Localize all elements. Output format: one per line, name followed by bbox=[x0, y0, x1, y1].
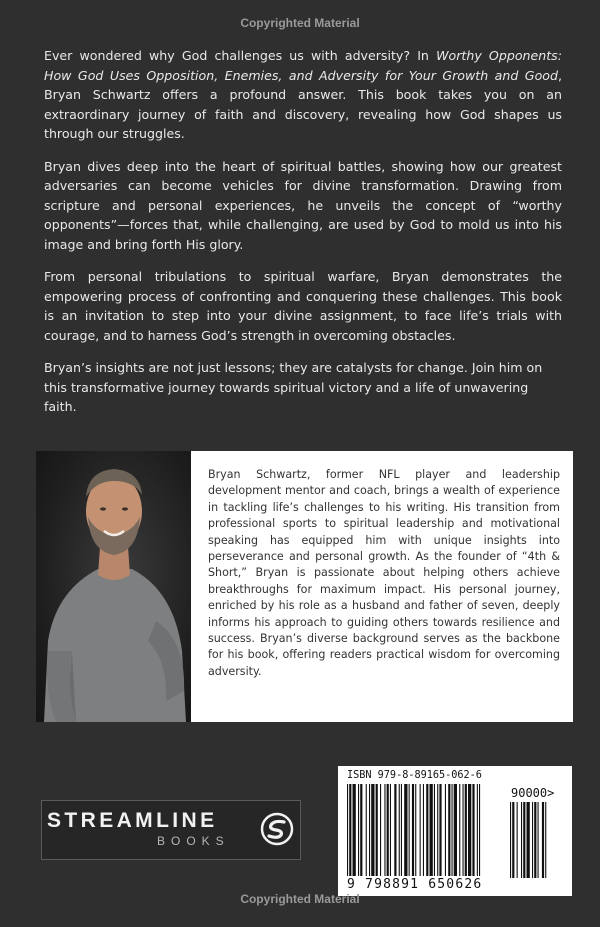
copyright-watermark-bottom: Copyrighted Material bbox=[240, 892, 360, 906]
publisher-name: STREAMLINE bbox=[47, 809, 218, 832]
blurb-paragraph-3: From personal tribulations to spiritual warfare, Bryan demonstrates the empowering process of confronting and conquering these challenges. This book is an invitation to step into your divine assignment, to face life’s trials with courage, and to harness God’s strength in overcoming obstacles. bbox=[44, 269, 562, 343]
barcode-bar bbox=[454, 784, 457, 876]
isbn-label: ISBN 979-8-89165-062-6 bbox=[347, 770, 482, 781]
barcode-bar bbox=[384, 784, 385, 876]
barcode-bar bbox=[390, 784, 391, 876]
barcode-bar bbox=[434, 784, 435, 876]
price-code: 90000> bbox=[511, 786, 555, 800]
author-photo bbox=[36, 451, 191, 722]
barcode-bar bbox=[445, 784, 446, 876]
publisher-logo bbox=[41, 800, 301, 860]
barcode-bar bbox=[448, 784, 450, 876]
barcode-bar bbox=[479, 784, 480, 876]
barcode-bar bbox=[512, 802, 514, 878]
barcode-bar bbox=[468, 784, 471, 876]
blurb-p1-tail: , Bryan Schwartz offers a profound answer. This book takes you on an extraordinary journey of faith and discovery, revealing how God shapes us through our struggles. bbox=[44, 67, 562, 141]
barcode-bar bbox=[347, 784, 348, 876]
copyright-watermark-top: Copyrighted Material bbox=[240, 16, 360, 30]
barcode-bar bbox=[523, 802, 525, 878]
barcode-bar bbox=[415, 784, 416, 876]
streamline-s-icon bbox=[260, 812, 294, 846]
barcode-bar bbox=[472, 784, 474, 876]
author-bio-text: Bryan Schwartz, former NFL player and leadership development mentor and coach, brings a wealth of experience in tackling life’s challenges to his writing. His transition from professional sports to spiritual leadership and motivational speaking has equipped him with unique insights into perseverance and personal growth. As the founder of “4th & Short,” Bryan is passionate about helping others achieve breakthroughs for maximum impact. His personal journey, enriched by his role as a husband and father of seven, deeply informs his approach to guiding others towards resilience and success. Bryan’s diverse background serves as the backbone for his book, offering readers practical wisdom for overcoming adversity. bbox=[208, 468, 560, 678]
price-barcode-bars bbox=[510, 802, 564, 878]
barcode-bar bbox=[371, 784, 374, 876]
barcode-bar bbox=[510, 802, 511, 878]
barcode-bar bbox=[409, 784, 410, 876]
barcode-bar bbox=[349, 784, 351, 876]
barcode-bar bbox=[404, 784, 407, 876]
isbn-barcode bbox=[338, 766, 572, 896]
barcode-bar bbox=[538, 802, 539, 878]
blurb-paragraph-1 bbox=[44, 46, 562, 144]
ean-number: 9 798891 650626 bbox=[347, 877, 483, 892]
blurb-paragraph-4: Bryan’s insights are not just lessons; they are catalysts for change. Join him on this transformative journey towards spiritual victory and a life of unwavering faith. bbox=[44, 360, 543, 414]
barcode-bar bbox=[439, 784, 441, 876]
barcode-bar bbox=[376, 784, 378, 876]
back-cover-blurb bbox=[44, 46, 562, 430]
barcode-bar bbox=[517, 802, 518, 878]
barcode-bar bbox=[360, 784, 362, 876]
barcode-bar bbox=[412, 784, 414, 876]
publisher-subname: BOOKS bbox=[157, 834, 230, 848]
barcode-bar bbox=[465, 784, 467, 876]
barcode-bar bbox=[477, 784, 478, 876]
barcode-bar bbox=[521, 802, 522, 878]
barcode-bar bbox=[532, 802, 533, 878]
barcode-bar bbox=[545, 802, 546, 878]
barcode-bar bbox=[423, 784, 424, 876]
barcode-bar bbox=[534, 802, 536, 878]
barcode-bar bbox=[542, 802, 544, 878]
author-bio-panel bbox=[36, 451, 573, 722]
barcode-bar bbox=[369, 784, 370, 876]
blurb-p1-lead: Ever wondered why God challenges us with adversity? In bbox=[44, 48, 437, 63]
barcode-bar bbox=[527, 802, 530, 878]
barcode-bar bbox=[358, 784, 359, 876]
barcode-bar bbox=[459, 784, 460, 876]
book-title-italic: Worthy Opponents: How God Uses Opposition, Enemies, and Adversity for Your Growth and Good bbox=[44, 48, 562, 83]
blurb-paragraph-2: Bryan dives deep into the heart of spiritual battles, showing how our greatest adversaries can become vehicles for divine transformation. Drawing from scripture and personal experiences, he unveils the concept of “worthy opponents”—forces that, while challenging, are used by God to mold us into his image and bring forth His glory. bbox=[44, 158, 562, 252]
barcode-bar bbox=[452, 784, 453, 876]
barcode-bar bbox=[420, 784, 421, 876]
barcode-bar bbox=[463, 784, 464, 876]
ean-barcode-bars bbox=[347, 784, 505, 876]
barcode-bar bbox=[399, 784, 400, 876]
barcode-bar bbox=[380, 784, 381, 876]
barcode-bar bbox=[394, 784, 396, 876]
barcode-bar bbox=[366, 784, 367, 876]
barcode-bar bbox=[401, 784, 402, 876]
barcode-bar bbox=[426, 784, 428, 876]
barcode-bar bbox=[437, 784, 438, 876]
barcode-bar bbox=[430, 784, 433, 876]
barcode-bar bbox=[353, 784, 356, 876]
barcode-bar bbox=[387, 784, 389, 876]
